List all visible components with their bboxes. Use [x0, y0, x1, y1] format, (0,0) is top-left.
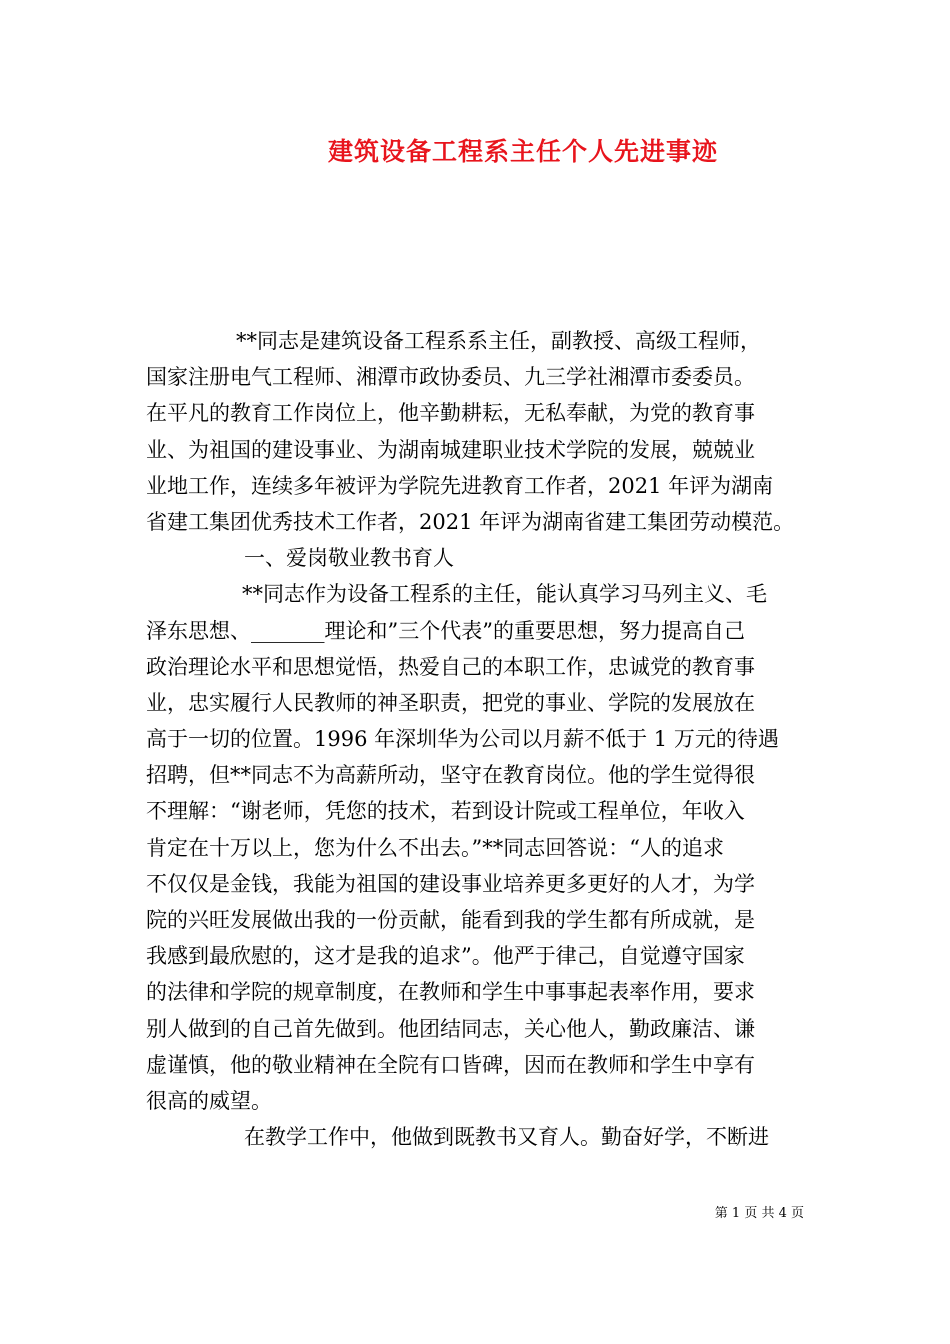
text-line: **同志作为设备工程系的主任，能认真学习马列主义、毛	[242, 582, 767, 607]
text-line: 在教学工作中，他做到既教书又育人。勤奋好学，不断进	[244, 1125, 769, 1150]
text-line: 别人做到的自己首先做到。他团结同志，关心他人，勤政廉洁、谦	[146, 1016, 755, 1041]
text-line: 我感到最欣慰的，这才是我的追求”。他严于律己，自觉遵守国家	[146, 944, 745, 969]
text-line: 泽东思想、_______理论和”三个代表”的重要思想，努力提高自己	[146, 618, 745, 643]
text-line: 业，忠实履行人民教师的神圣职责，把党的事业、学院的发展放在	[146, 690, 755, 715]
text-line: 招聘，但**同志不为高薪所动，坚守在教育岗位。他的学生觉得很	[146, 763, 755, 788]
text-line: 国家注册电气工程师、湘潭市政协委员、九三学社湘潭市委委员。	[146, 365, 755, 390]
text-line: **同志是建筑设备工程系系主任，副教授、高级工程师，	[236, 329, 761, 353]
text-line: 高于一切的位置。1996 年深圳华为公司以月薪不低于 1 万元的待遇	[146, 727, 779, 752]
page-number-footer: 第 1 页 共 4 页	[714, 1206, 804, 1221]
text-line: 政治理论水平和思想觉悟，热爱自己的本职工作，忠诚党的教育事	[146, 654, 755, 679]
section-heading: 一、爱岗敬业教书育人	[244, 546, 454, 571]
text-line: 省建工集团优秀技术工作者，2021 年评为湖南省建工集团劳动模范。	[146, 509, 795, 534]
text-line: 不仅仅是金钱，我能为祖国的建设事业培养更多更好的人才，为学	[146, 871, 755, 896]
text-line: 的法律和学院的规章制度，在教师和学生中事事起表率作用，要求	[146, 980, 755, 1005]
text-line: 虚谨慎，他的敬业精神在全院有口皆碑，因而在教师和学生中享有	[146, 1052, 755, 1077]
text-line: 不理解：“谢老师，凭您的技术，若到设计院或工程单位，年收入	[146, 799, 745, 824]
document-body	[146, 323, 806, 1155]
text-line: 院的兴旺发展做出我的一份贡献，能看到我的学生都有所成就，是	[146, 908, 755, 932]
text-line: 很高的威望。	[146, 1088, 272, 1113]
text-line: 业地工作，连续多年被评为学院先进教育工作者，2021 年评为湖南	[146, 473, 774, 498]
text-line: 在平凡的教育工作岗位上，他辛勤耕耘，无私奉献，为党的教育事	[146, 401, 755, 426]
text-line: 业、为祖国的建设事业、为湖南城建职业技术学院的发展，兢兢业	[146, 437, 755, 462]
text-line: 肯定在十万以上，您为什么不出去。”**同志回答说：“人的追求	[146, 835, 724, 860]
document-title: 建筑设备工程系主任个人先进事迹	[327, 137, 718, 166]
